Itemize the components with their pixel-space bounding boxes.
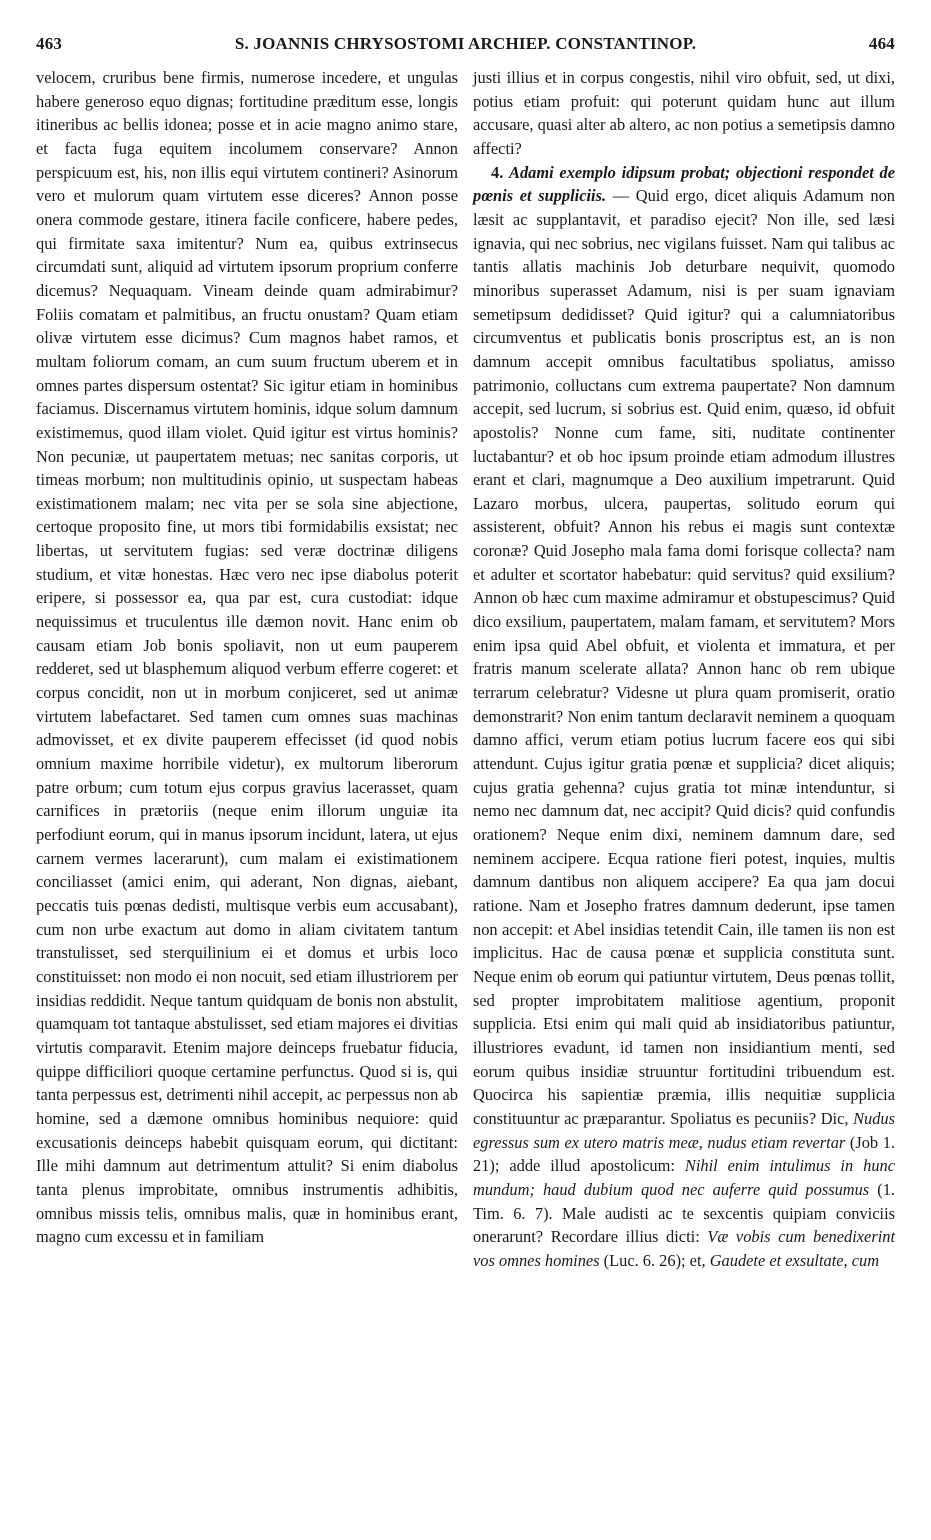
ref-luke: (Luc. 6. 26); et,	[599, 1250, 710, 1270]
left-paragraph: velocem, cruribus bene firmis, numerose incedere, et ungulas habere generoso equo dignas; fortitudine præditum esse, longis itineribus ac bellis idonea; posse et in acie magno animo stare, et facta fuga equitem incolumem conservare? Annon perspicuum est, his, non illis equi virtutem contineri? Asinorum vero et mulorum quam virtutem esse diceres? Annon posse onera commode gestare, itinera facile conficere, habere pedes, qui firmitate saxa imitentur? Num ea, quibus extrinsecus circumdati sunt, aliquid ad virtutem ipsorum proprium conferre dicemus? Nequaquam. Vineam deinde quam admirabimur? Foliis comatam et palmitibus, an fructu onustam? Quam etiam olivæ virtutem esse dicimus? Cum magnos habet ramos, et multam foliorum comam, an cum suum fructum uberem et in omnes partes dispersum ostentat? Sic igitur etiam in hominibus faciamus. Discernamus virtutem hominis, idque solum damnum existimemus, quod illam violet. Quid igitur est virtus hominis? Non pecuniæ, ut paupertatem metuas; nec sanitas corporis, ut timeas morbum; non multitudinis opinio, ut suspectam habeas existimationem malam; nec vita per se sola sine abjectione, certoque proposito fine, ut mors tibi formidabilis exsistat; nec libertas, ut servitutem fugias: sed veræ doctrinæ diligens studium, et vitæ honestas. Hæc vero nec ipse diabolus poterit eripere, si possessor ea, qua par est, cura custodiat: idque nequissimus et truculentus ille dæmon novit. Hanc enim ob causam etiam Job bonis spoliavit, non ut eum pauperem redderet, sed ut blasphemum aliquod verbum efferre cogeret: et corpus concidit, non ut in morbum conjiceret, sed ut animæ virtutem labefactaret. Sed tamen cum omnes suas machinas admovisset, et ex divite pauperem effecisset (id quod nobis omnium maxime horribile videtur), ex multorum liberorum patre orbum; cum totum ejus corpus gravius lacerasset, quam carnifices in prætoriis (neque enim illorum unguiæ ita perfodiunt eorum, qui in manus ipsorum incidunt, latera, ut ejus carnem vermes lacerarunt), cum malam ei existimationem conciliasset (amici enim, qui aderant, Non dignas, aiebant, peccatis tuis pœnas dedisti, multisque verbis eum accusabant), cum non urbe exactum aut domo in aliam civitatem tantum transtulisset, sed sterquilinium ei et domus et urbis loco constituisset: non modo ei non nocuit, sed etiam illustriorem per insidias reddidit. Neque tantum quidquam de bonis non abstulit, quamquam tot tantaque abstulisset, sed etiam majores ei divitias virtutis comparavit. Etenim majore deinceps fruebatur fiducia, quippe difficiliori quoque certamine perfunctus. Quod si is, qui tanta perpessus est, detrimenti nihil accepit, ac perpessus non ab homine, sed a dæmone omnibus hominibus nequiore: quid excusationis deinceps habebit quisquam eorum, qui dictitant: Ille mihi damnum aut detrimentum attulit? Si enim diabolus tanta plenus improbitate, omnibus instrumentis adhibitis, omnibus missis telis, omnibus malis, quæ in hominibus erant, magno cum excessu et in familiam	[36, 68, 458, 1247]
page-number-right: 464	[868, 34, 895, 53]
running-title: S. JOANNIS CHRYSOSTOMI ARCHIEP. CONSTANTINOP.	[234, 34, 697, 53]
quote-job: Nudus egressus sum ex utero matris meæ, nudus etiam revertar	[473, 1108, 895, 1152]
quote-gaudete: Gaudete et exsultate, cum	[709, 1250, 880, 1270]
section-4-paragraph	[473, 161, 895, 1273]
quote-luke: Væ vobis cum benedixerint vos omnes homines	[473, 1227, 895, 1270]
page-number-left: 463	[36, 34, 63, 53]
running-head	[36, 34, 895, 64]
ref-job: (Job 1. 21); adde illud apostolicum:	[473, 1132, 895, 1176]
text-columns	[36, 66, 895, 1272]
quote-timothy: Nihil enim intulimus in hunc mundum; haud dubium quod nec auferre quid possumus	[473, 1156, 895, 1199]
right-column	[473, 66, 895, 1272]
right-paragraph-1: justi illius et in corpus congestis, nihil viro obfuit, sed, ut dixi, potius etiam profuit: qui poterunt quidam hunc aut illum accusare, quasi alter ab altero, ac non potius a semetipsis damno affecti?	[473, 68, 895, 158]
section-heading: Adami exemplo idipsum probat; objectioni respondet de pœnis et suppliciis.	[473, 162, 895, 206]
section-number: 4.	[491, 162, 504, 182]
section-4-body: — Quid ergo, dicet aliquis Adamum non læsit ac supplantavit, et paradiso ejecit? Non ille, sed læsi ignavia, qui nec sobrius, nec vigilans fuisset. Nam qui talibus ac tantis allatis machinis Job deturbare nequivit, quomodo minoribus superasset Adamum, nisi is per suam ignaviam semetipsum dedidisset? Quid igitur? qui a calumniatoribus circumventus et publicatis bonis proscriptus est, an is non damnum accepit omnibus facultatibus spoliatus, amisso patrimonio, colluctans cum extrema paupertate? Non damnum accepit, sed lucrum, si sobrius est. Quid enim, quæso, id obfuit apostolis? Nonne cum fame, siti, nuditate continenter luctabantur? et ob hoc ipsum proinde etiam admodum illustres erant et clari, magnumque a Deo auxilium impetrarunt. Quid Lazaro morbus, ulcera, paupertas, solitudo eorum qui assisterent, obfuit? Annon his rebus ei magis sunt contextæ coronæ? Quid Josepho mala fama domi forisque collecta? nam et adulter et scortator habebatur: quid servitus? quid exsilium? Annon ob hæc cum maxime admiramur et obstupescimus? Quid dico exsilium, paupertatem, malam famam, et servitutem? Mors enim ipsa quid Abel obfuit, et violenta et immatura, et per fratris manum scelerate allata? Annon hanc ob rem ubique terrarum celebratur? Videsne ut plura quam promiserit, oratio demonstrarit? Non enim tantum declaravit neminem a quoquam damno affici, verum etiam potius lucrum facere eos qui sibi attendunt. Cujus igitur gratia pœnæ et supplicia? dicet aliquis; cujus gratia gehenna? cujus gratia tot minæ intenduntur, si nemo nec damnum dat, nec accipit? Quid dicis? quid confundis orationem? Neque enim dixi, neminem damnum dare, sed neminem accipere. Ecqua ratione fieri potest, inquies, multis damnum dantibus non aliquem accipere? Ea qua jam docui ratione. Nam et Josepho fratres damnum dederunt, ipse tamen non accepit: et Abel insidias tetendit Cain, ille tamen iis non est implicitus. Hac de causa pœnæ et supplicia constituta sunt. Neque enim ob eorum qui patiuntur virtutem, Deus pœnas tollit, sed propter improbitatem malitiose agentium, proponit supplicia. Etsi enim qui mali quid ab insidiatoribus patiuntur, illustriores evadunt, id tamen non insidiantium menti, sed eorum quibus insidiæ struuntur fortitudini tribuendum est. Quocirca his sapientiæ præmia, illis nequitiæ supplicia constituuntur ac præparantur. Spoliatus es pecuniis? Dic,	[473, 186, 895, 1128]
ref-timothy: (1. Tim. 6. 7). Male audisti ac te sexcentis quipiam conviciis onerarunt? Recordare illius dicti:	[473, 1179, 895, 1247]
left-column	[36, 66, 458, 1272]
